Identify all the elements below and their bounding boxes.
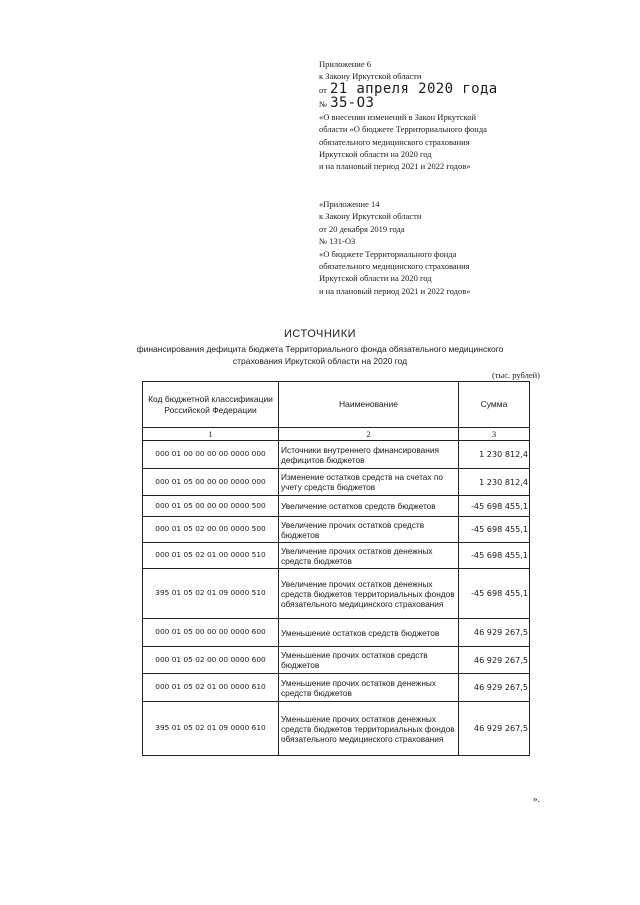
row-sum: 46 929 267,5 — [459, 702, 530, 756]
appendix2-line: № 131-ОЗ — [319, 236, 356, 247]
table-row — [143, 496, 530, 517]
page-subtitle: финансирования дефицита бюджета Территориального фонда обязательного медицинского страхования Иркутской области на 2020 год — [136, 344, 504, 366]
number-prefix: № — [319, 98, 328, 109]
row-code: 000 01 05 02 01 00 0000 610 — [143, 674, 279, 702]
row-sum: 46 929 267,5 — [459, 674, 530, 702]
appendix-header-2 — [319, 198, 619, 297]
sources-table — [142, 381, 530, 756]
row-code: 000 01 05 02 00 00 0000 500 — [143, 517, 279, 543]
appendix2-line: «Приложение 14 — [319, 199, 380, 209]
end-mark: ». — [533, 794, 540, 804]
appendix-subject — [319, 111, 619, 173]
appendix-subject-line: «О внесении изменений в Закон Иркутской — [319, 111, 477, 122]
appendix-subject-line: области «О бюджете Территориального фонда — [319, 124, 487, 135]
appendix2-line: обязательного медицинского страхования — [319, 261, 470, 272]
appendix-number — [319, 94, 619, 111]
row-name: Уменьшение прочих остатков денежных средств бюджетов территориальных фондов обязательного медицинского страхования — [279, 702, 459, 756]
row-sum: -45 698 455,1 — [459, 569, 530, 619]
column-number: 3 — [459, 428, 530, 441]
row-code: 395 01 05 02 01 09 0000 510 — [143, 569, 279, 619]
date-prefix: от — [319, 84, 327, 95]
table-row — [143, 647, 530, 674]
table-row — [143, 543, 530, 569]
row-sum: -45 698 455,1 — [459, 543, 530, 569]
row-name: Уменьшение остатков средств бюджетов — [279, 619, 459, 647]
row-code: 000 01 00 00 00 00 0000 000 — [143, 441, 279, 469]
table-row — [143, 674, 530, 702]
table-body — [143, 441, 530, 756]
row-name: Увеличение прочих остатков средств бюджетов — [279, 517, 459, 543]
row-code: 000 01 05 00 00 00 0000 000 — [143, 469, 279, 496]
row-sum: 1 230 812,4 — [459, 469, 530, 496]
appendix-line: к Закону Иркутской области — [319, 71, 422, 82]
row-name: Уменьшение прочих остатков средств бюджетов — [279, 647, 459, 674]
table-header-row — [143, 382, 530, 428]
row-code: 000 01 05 02 01 00 0000 510 — [143, 543, 279, 569]
appendix2-line: к Закону Иркутской области — [319, 211, 422, 222]
unit-label: (тыс. рублей) — [491, 370, 540, 380]
header-name: Наименование — [279, 382, 459, 428]
header-sum: Сумма — [459, 382, 530, 428]
header-code: Код бюджетной классификации Российской Федерации — [143, 382, 279, 428]
table-row — [143, 619, 530, 647]
row-sum: 46 929 267,5 — [459, 619, 530, 647]
column-number: 2 — [279, 428, 459, 441]
table-row — [143, 469, 530, 496]
column-number: 1 — [143, 428, 279, 441]
table-row — [143, 441, 530, 469]
appendix2-line: и на плановый период 2021 и 2022 годов» — [319, 285, 471, 296]
table-row — [143, 517, 530, 543]
page-title: ИСТОЧНИКИ — [283, 328, 357, 340]
table-row — [143, 702, 530, 756]
table-row — [143, 569, 530, 619]
row-name: Изменение остатков средств на счетах по учету средств бюджетов — [279, 469, 459, 496]
row-code: 000 01 05 00 00 00 0000 500 — [143, 496, 279, 517]
appendix-subject-line: и на плановый период 2021 и 2022 годов» — [319, 161, 471, 172]
row-code: 000 01 05 00 00 00 0000 600 — [143, 619, 279, 647]
row-name: Уменьшение прочих остатков денежных средств бюджетов — [279, 674, 459, 702]
row-sum: -45 698 455,1 — [459, 517, 530, 543]
row-code: 395 01 05 02 01 09 0000 610 — [143, 702, 279, 756]
row-name: Увеличение остатков средств бюджетов — [279, 496, 459, 517]
handwritten-date: 21 апреля 2020 года — [329, 80, 498, 97]
row-name: Увеличение прочих остатков денежных средств бюджетов — [279, 543, 459, 569]
appendix-line: Приложение 6 — [319, 59, 371, 69]
row-name: Источники внутреннего финансирования дефицитов бюджетов — [279, 441, 459, 469]
row-name: Увеличение прочих остатков денежных средств бюджетов территориальных фондов обязательного медицинского страхования — [279, 569, 459, 619]
row-code: 000 01 05 02 00 00 0000 600 — [143, 647, 279, 674]
row-sum: 46 929 267,5 — [459, 647, 530, 674]
column-number-row — [143, 428, 530, 441]
row-sum: -45 698 455,1 — [459, 496, 530, 517]
appendix-subject-line: обязательного медицинского страхования — [319, 136, 470, 147]
appendix2-line: Иркутской области на 2020 год — [319, 273, 432, 284]
appendix-header — [319, 58, 619, 173]
appendix2-line: «О бюджете Территориального фонда — [319, 248, 457, 259]
handwritten-number: 35-ОЗ — [330, 94, 375, 111]
row-sum: 1 230 812,4 — [459, 441, 530, 469]
appendix2-line: от 20 декабря 2019 года — [319, 223, 405, 234]
appendix-subject-line: Иркутской области на 2020 год — [319, 149, 432, 160]
